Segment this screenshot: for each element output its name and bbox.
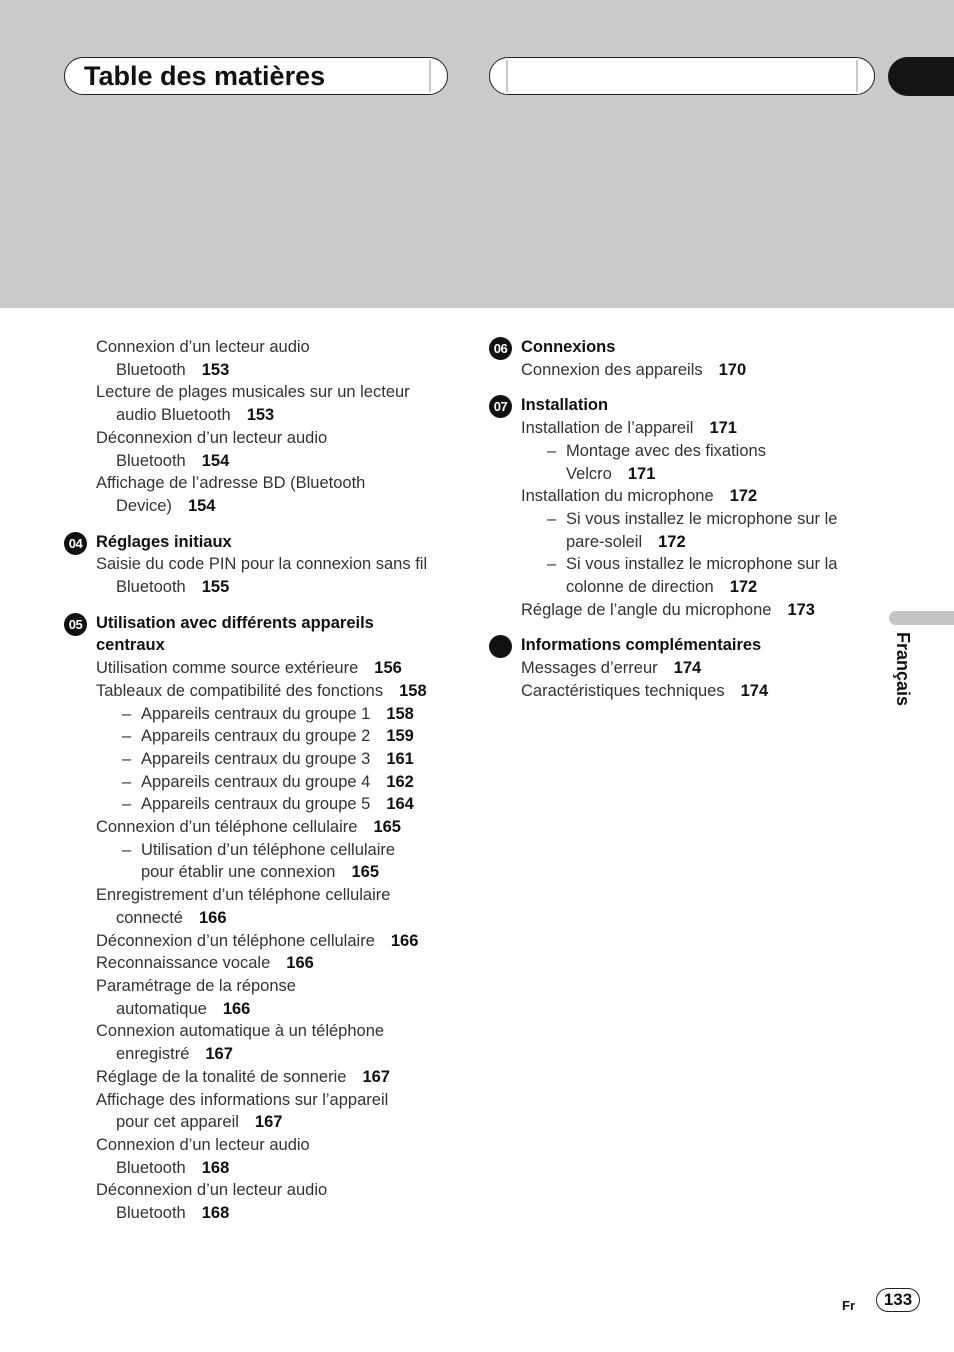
page-ref: 172 xyxy=(729,487,758,506)
toc-entry[interactable]: Tableaux de compatibilité des fonctions 158 xyxy=(96,681,427,700)
toc-entry[interactable]: Affichage de l’adresse BD (Bluetooth Device) 154 xyxy=(96,474,366,515)
section-title[interactable]: Réglages initiaux xyxy=(96,532,232,551)
page-ref: 166 xyxy=(390,931,419,950)
page-ref: 154 xyxy=(201,451,230,470)
page-ref: 162 xyxy=(386,772,414,791)
page-ref: 165 xyxy=(373,818,401,837)
section-marker-tab xyxy=(888,57,954,96)
toc-subentry[interactable]: – Utilisation d’un téléphone cellulaire pour établir une connexion 165 xyxy=(122,840,396,882)
toc-subentry[interactable]: – Montage avec des fixations Velcro 171 xyxy=(547,441,766,483)
page-ref: 173 xyxy=(787,600,815,619)
section-title[interactable]: Utilisation avec différents appareils centraux xyxy=(96,613,374,655)
toc-subentry[interactable]: – Si vous installez le microphone sur la colonne de direction 172 xyxy=(547,555,838,597)
page-ref: 171 xyxy=(627,464,656,483)
page-ref: 158 xyxy=(399,681,427,700)
toc-section-06 xyxy=(493,336,871,359)
toc-entry[interactable]: Connexion automatique à un téléphone enregistré 167 xyxy=(96,1022,385,1064)
page-ref: 168 xyxy=(201,1204,230,1223)
toc-entry[interactable]: Utilisation comme source extérieure 156 xyxy=(96,659,402,678)
toc-subentry[interactable]: – Appareils centraux du groupe 2 159 xyxy=(122,727,414,746)
page-ref: 154 xyxy=(187,496,216,515)
page-ref: 158 xyxy=(386,704,414,723)
toc-right-column xyxy=(493,336,871,703)
toc-left-column xyxy=(68,336,466,1225)
toc-entry[interactable]: Installation de l’appareil 171 xyxy=(521,419,737,438)
toc-entry[interactable]: Installation du microphone 172 xyxy=(521,487,758,506)
page-ref: 166 xyxy=(286,954,314,973)
section-title[interactable]: Connexions xyxy=(521,338,616,356)
language-code: Fr xyxy=(842,1298,855,1313)
page-ref: 167 xyxy=(362,1067,390,1086)
page-ref: 166 xyxy=(222,999,251,1018)
section-number-badge: 07 xyxy=(489,395,512,418)
toc-entry[interactable]: Affichage des informations sur l’appareil pour cet appareil 167 xyxy=(96,1090,389,1132)
section-title[interactable]: Informations complémentaires xyxy=(521,636,762,655)
toc-subentry[interactable]: – Appareils centraux du groupe 5 164 xyxy=(122,795,414,814)
page-ref: 168 xyxy=(201,1158,230,1177)
toc-entry[interactable]: Déconnexion d’un téléphone cellulaire 166 xyxy=(96,931,419,950)
toc-entry[interactable]: Paramétrage de la réponse automatique 166 xyxy=(96,976,296,1018)
toc-subentry[interactable]: – Appareils centraux du groupe 3 161 xyxy=(122,749,414,768)
toc-subentry[interactable]: – Si vous installez le microphone sur le pare-soleil 172 xyxy=(547,509,838,551)
page-ref: 170 xyxy=(718,360,747,379)
toc-entry[interactable]: Réglage de la tonalité de sonnerie 167 xyxy=(96,1067,390,1086)
section-bullet-icon xyxy=(489,635,512,658)
page-ref: 172 xyxy=(729,578,758,597)
toc-entry[interactable]: Enregistrement d’un téléphone cellulaire connecté 166 xyxy=(96,886,391,927)
page-ref: 174 xyxy=(673,659,702,678)
empty-header-box xyxy=(489,57,875,95)
page-ref: 155 xyxy=(201,578,230,597)
toc-subentry[interactable]: – Appareils centraux du groupe 4 162 xyxy=(122,772,414,791)
toc-entry[interactable]: Déconnexion d’un lecteur audio Bluetooth 168 xyxy=(96,1181,328,1223)
toc-entry[interactable]: Lecture de plages musicales sur un lecteur audio Bluetooth 153 xyxy=(96,383,410,425)
page-ref: 167 xyxy=(254,1113,283,1132)
toc-entry[interactable]: Saisie du code PIN pour la connexion sans fil Bluetooth 155 xyxy=(96,555,428,597)
section-number-badge: 06 xyxy=(489,337,512,360)
page-ref: 159 xyxy=(386,727,414,746)
page-number: 133 xyxy=(876,1288,920,1312)
toc-entry[interactable]: Connexion des appareils 170 xyxy=(521,360,747,379)
toc-entry[interactable]: Réglage de l’angle du microphone 173 xyxy=(521,600,815,619)
toc-entry[interactable]: Déconnexion d’un lecteur audio Bluetooth 154 xyxy=(96,428,328,470)
page-ref: 167 xyxy=(205,1045,233,1064)
page-ref: 161 xyxy=(386,749,414,768)
page-ref: 156 xyxy=(374,659,402,678)
page-ref: 166 xyxy=(198,908,227,927)
language-tab-marker xyxy=(889,611,954,625)
toc-entry[interactable]: Connexion d’un lecteur audio Bluetooth 153 xyxy=(96,338,310,379)
page-ref: 172 xyxy=(658,532,686,551)
header-band xyxy=(0,0,954,308)
toc-section-07 xyxy=(493,394,871,417)
toc-entry[interactable]: Connexion d’un téléphone cellulaire 165 xyxy=(96,818,401,837)
toc-section-info xyxy=(521,634,871,657)
section-title[interactable]: Installation xyxy=(521,396,609,415)
page-ref: 165 xyxy=(351,863,380,882)
toc-section-04 xyxy=(68,531,466,554)
page-ref: 174 xyxy=(740,681,769,700)
page-ref: 153 xyxy=(201,360,230,379)
toc-entry[interactable]: Messages d’erreur 174 xyxy=(521,659,702,678)
toc-entry[interactable]: Reconnaissance vocale 166 xyxy=(96,954,314,973)
page-ref: 171 xyxy=(709,419,737,438)
section-number-badge: 04 xyxy=(64,532,87,555)
page-title: Table des matières xyxy=(84,61,326,91)
section-number-badge: 05 xyxy=(64,613,87,636)
toc-subentry[interactable]: – Appareils centraux du groupe 1 158 xyxy=(122,704,414,723)
toc-entry[interactable]: Caractéristiques techniques 174 xyxy=(521,681,769,700)
toc-entry[interactable]: Connexion d’un lecteur audio Bluetooth 168 xyxy=(96,1135,310,1177)
language-label: Français xyxy=(893,632,913,707)
page-ref: 153 xyxy=(246,406,275,425)
page-ref: 164 xyxy=(386,795,414,814)
toc-section-05 xyxy=(68,612,466,657)
